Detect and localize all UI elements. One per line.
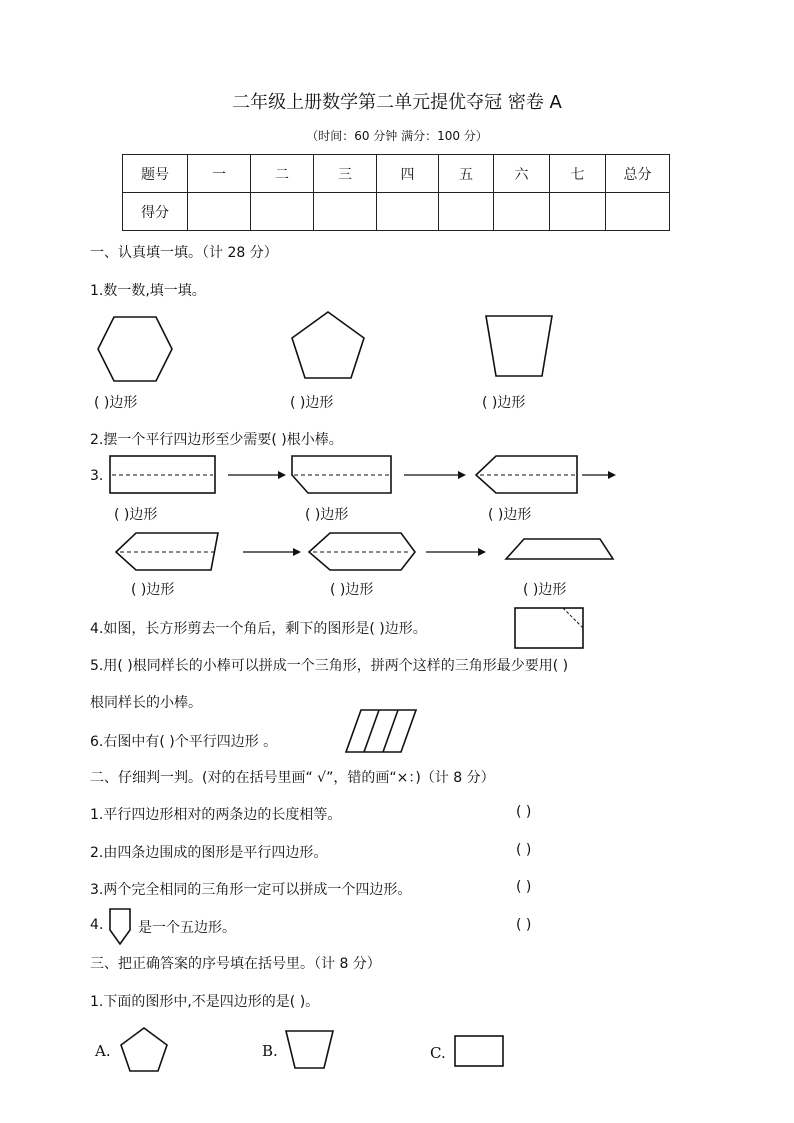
score-header-cell: 题号 — [123, 155, 188, 193]
pentagon-figure — [285, 308, 375, 383]
score-header-cell: 一 — [188, 155, 251, 193]
score-header-cell: 总分 — [606, 155, 670, 193]
answer-blank[interactable]: ( )边形 — [523, 582, 567, 598]
score-header-cell: 三 — [314, 155, 377, 193]
judge-item-4: 是一个五边形。 — [138, 920, 236, 936]
score-table — [122, 154, 670, 231]
answer-blank[interactable]: ( )边形 — [305, 507, 349, 523]
cut-rectangle-figure — [513, 606, 588, 651]
answer-blank[interactable]: ( )边形 — [290, 395, 334, 411]
option-a-pentagon[interactable] — [118, 1025, 173, 1075]
parallelograms-figure — [343, 708, 423, 756]
cutting-sequence-row1 — [108, 453, 623, 498]
answer-blank[interactable]: ( )边形 — [330, 582, 374, 598]
judge-item-2: 2.由四条边围成的图形是平行四边形。 — [90, 845, 328, 861]
judge-answer-paren[interactable]: ( ) — [516, 917, 532, 933]
score-value-row — [123, 193, 670, 231]
pentagon-shape — [292, 456, 391, 493]
score-input-cell[interactable] — [494, 193, 550, 231]
section1-heading: 一、认真填一填。（计 28 分） — [90, 245, 278, 261]
score-header-cell: 四 — [377, 155, 439, 193]
score-row-label: 得分 — [123, 193, 188, 231]
trapezoid-figure — [480, 310, 560, 385]
question-1-4: 4.如图，长方形剪去一个角后，剩下的图形是( )边形。 — [90, 621, 427, 637]
page-title: 二年级上册数学第二单元提优夺冠 密卷 A — [232, 92, 562, 113]
judge-answer-paren[interactable]: ( ) — [516, 842, 532, 858]
pentagon-arrow-figure — [107, 906, 135, 948]
option-b-trapezoid[interactable] — [283, 1028, 338, 1073]
score-header-cell: 六 — [494, 155, 550, 193]
answer-blank[interactable]: ( )边形 — [94, 395, 138, 411]
score-input-cell[interactable] — [550, 193, 606, 231]
section3-heading: 三、把正确答案的序号填在括号里。（计 8 分） — [90, 956, 381, 972]
question-1-3-number: 3. — [90, 468, 104, 484]
option-c-rectangle[interactable] — [453, 1034, 508, 1070]
question-1-1: 1.数一数,填一填。 — [90, 283, 206, 299]
hexagon-shape — [116, 533, 218, 570]
score-header-cell: 七 — [550, 155, 606, 193]
answer-blank[interactable]: ( )边形 — [488, 507, 532, 523]
option-a-label[interactable]: A. — [95, 1042, 111, 1060]
trapezoid-shape — [506, 539, 613, 559]
score-input-cell[interactable] — [251, 193, 314, 231]
judge-item-1: 1.平行四边形相对的两条边的长度相等。 — [90, 807, 342, 823]
question-1-6: 6.右图中有( )个平行四边形 。 — [90, 734, 278, 750]
judge-item-4-number: 4. — [90, 917, 104, 933]
score-input-cell[interactable] — [314, 193, 377, 231]
answer-blank[interactable]: ( )边形 — [482, 395, 526, 411]
question-3-1: 1.下面的图形中,不是四边形的是( )。 — [90, 994, 320, 1010]
score-input-cell[interactable] — [439, 193, 494, 231]
question-1-2: 2.摆一个平行四边形至少需要( )根小棒。 — [90, 432, 343, 448]
answer-blank[interactable]: ( )边形 — [114, 507, 158, 523]
judge-item-3: 3.两个完全相同的三角形一定可以拼成一个四边形。 — [90, 882, 412, 898]
hexagon-figure — [90, 312, 180, 387]
option-b-label[interactable]: B. — [262, 1042, 278, 1060]
score-header-row — [123, 155, 670, 193]
section2-heading: 二、仔细判一判。(对的在括号里画“ √”，错的画“×：)（计 8 分） — [90, 770, 495, 786]
judge-answer-paren[interactable]: ( ) — [516, 804, 532, 820]
score-input-cell[interactable] — [377, 193, 439, 231]
cutting-sequence-row2 — [108, 530, 618, 575]
judge-answer-paren[interactable]: ( ) — [516, 879, 532, 895]
hexagon-shape — [476, 456, 577, 493]
score-input-cell[interactable] — [606, 193, 670, 231]
score-input-cell[interactable] — [188, 193, 251, 231]
option-c-label[interactable]: C. — [430, 1044, 446, 1062]
question-1-5-line1: 5.用( )根同样长的小棒可以拼成一个三角形，拼两个这样的三角形最少要用( ) — [90, 658, 569, 674]
score-header-cell: 五 — [439, 155, 494, 193]
score-header-cell: 二 — [251, 155, 314, 193]
question-1-5-line2: 根同样长的小棒。 — [90, 695, 202, 711]
answer-blank[interactable]: ( )边形 — [131, 582, 175, 598]
exam-info: （时间：60 分钟 满分：100 分） — [306, 129, 488, 143]
